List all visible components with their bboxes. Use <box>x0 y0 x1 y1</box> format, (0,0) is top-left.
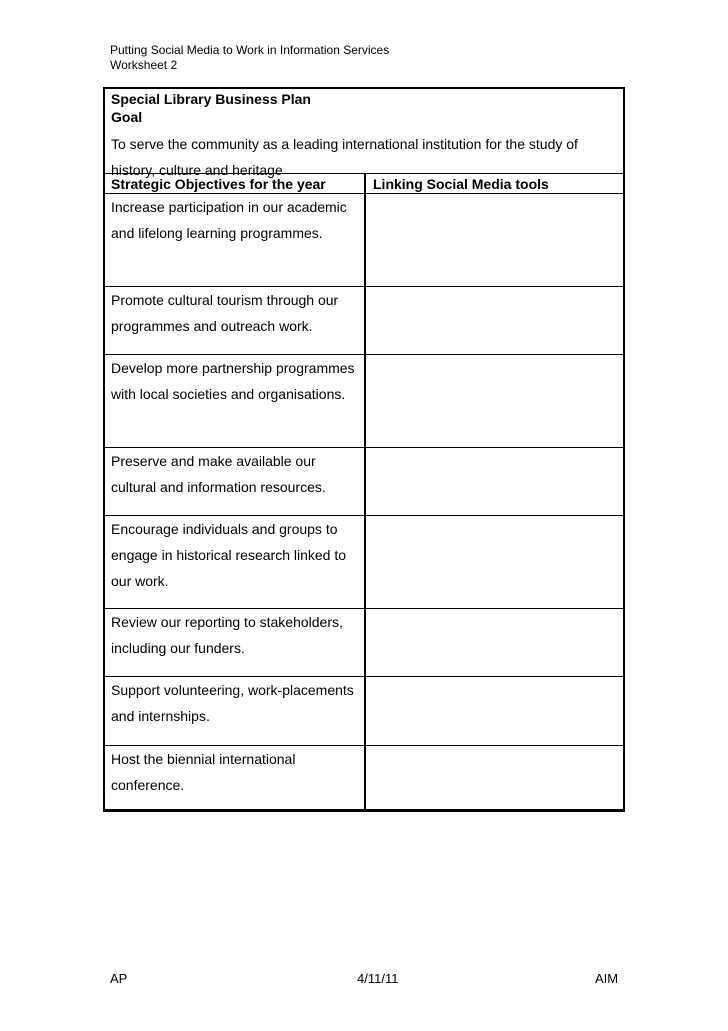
tools-cell[interactable] <box>373 194 617 278</box>
column-header-objectives: Strategic Objectives for the year <box>111 176 326 192</box>
objective-cell: Host the biennial international conference. <box>111 751 296 793</box>
document-header <box>110 43 389 73</box>
table-row <box>105 193 623 286</box>
goal-text: To serve the community as a leading international institution for the study of history, culture and heritage <box>111 136 578 178</box>
table-row <box>105 745 623 810</box>
tools-cell[interactable] <box>373 287 617 348</box>
footer-date: 4/11/11 <box>357 971 399 986</box>
objective-cell: Review our reporting to stakeholders, including our funders. <box>111 614 343 656</box>
table-row <box>105 608 623 676</box>
objective-cell: Promote cultural tourism through our programmes and outreach work. <box>111 292 339 334</box>
goal-section <box>105 89 623 178</box>
tools-cell[interactable] <box>373 677 617 739</box>
tools-cell[interactable] <box>373 516 617 600</box>
column-header-tools: Linking Social Media tools <box>373 176 549 192</box>
goal-label: Goal <box>111 109 143 125</box>
table-row <box>105 286 623 354</box>
objective-cell: Preserve and make available our cultural and information resources. <box>111 453 326 495</box>
table-row <box>105 676 623 745</box>
objective-cell: Increase participation in our academic and lifelong learning programmes. <box>111 199 347 241</box>
tools-cell[interactable] <box>373 609 617 670</box>
table-row <box>105 447 623 515</box>
table-row <box>105 515 623 608</box>
header-title: Putting Social Media to Work in Information Services <box>110 43 390 57</box>
tools-cell[interactable] <box>373 746 617 805</box>
objective-cell: Develop more partnership programmes with local societies and organisations. <box>111 360 355 402</box>
header-subtitle: Worksheet 2 <box>110 58 178 72</box>
footer-left: AP <box>110 971 128 986</box>
objective-cell: Support volunteering, work-placements and internships. <box>111 682 354 724</box>
business-plan-table <box>103 87 625 812</box>
footer-right: AIM <box>595 971 619 986</box>
tools-cell[interactable] <box>373 355 617 439</box>
plan-title: Special Library Business Plan <box>111 91 311 107</box>
objective-cell: Encourage individuals and groups to engage in historical research linked to our work. <box>111 521 347 589</box>
table-row <box>105 354 623 447</box>
tools-cell[interactable] <box>373 448 617 509</box>
